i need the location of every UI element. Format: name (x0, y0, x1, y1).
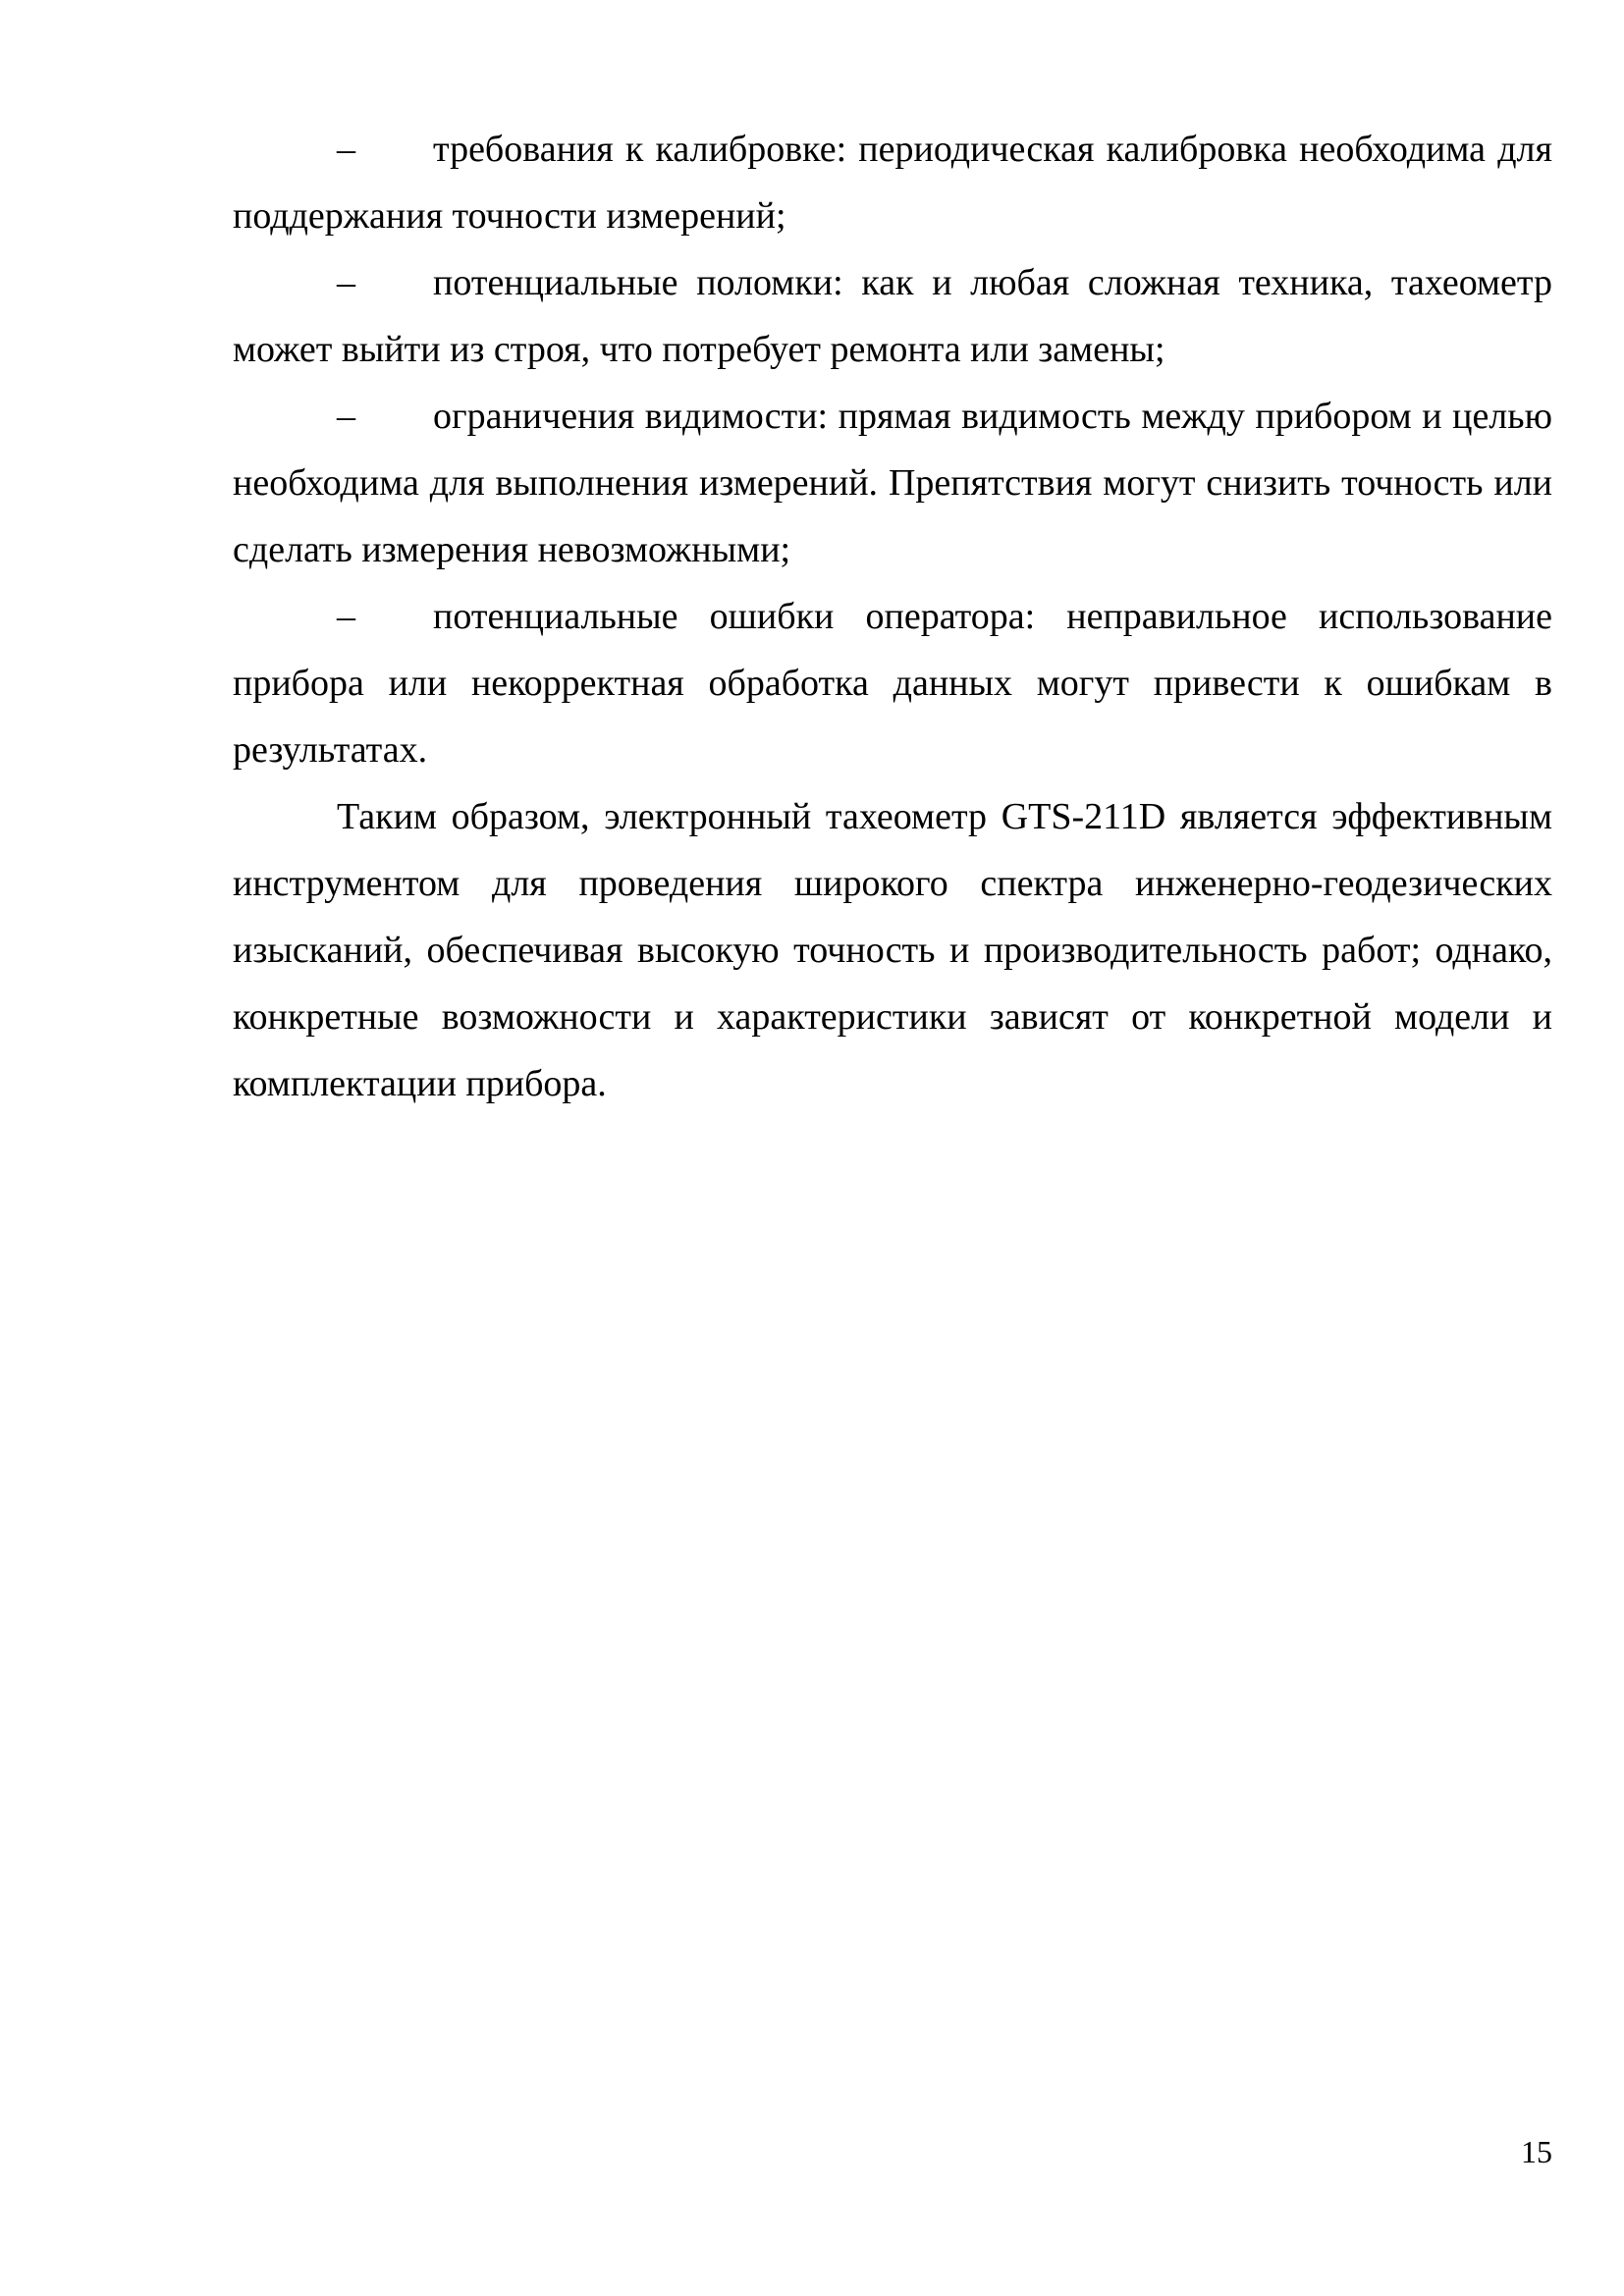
text-body (233, 116, 1552, 1117)
list-item (233, 249, 1552, 383)
list-item (233, 383, 1552, 583)
list-marker: – (337, 596, 355, 637)
list-item (233, 116, 1552, 249)
list-item (233, 583, 1552, 783)
list-item-text: ограничения видимости: прямая видимость между прибором и целью необходима для выполнения измерений. Препятствия могут снизить точность или сделать измерения невозможными; (233, 396, 1552, 570)
list-item-text: потенциальные поломки: как и любая сложная техника, тахеометр может выйти из строя, что потребует ремонта или замены; (233, 262, 1552, 370)
page-number: 15 (1521, 2134, 1552, 2169)
closing-paragraph: Таким образом, электронный тахеометр GTS-211D является эффективным инструментом для проведения широкого спектра инженерно-геодезических изысканий, обеспечивая высокую точность и производительность работ; однако, конкретные возможности и характеристики зависят от конкретной модели и комплектации прибора. (233, 796, 1552, 1104)
list-marker: – (337, 129, 355, 170)
list-item-text: требования к калибровке: периодическая калибровка необходима для поддержания точности измерений; (233, 129, 1552, 237)
list-marker: – (337, 262, 355, 303)
list-item-text: потенциальные ошибки оператора: неправильное использование прибора или некорректная обработка данных могут привести к ошибкам в результатах. (233, 596, 1552, 771)
list-marker: – (337, 396, 355, 437)
